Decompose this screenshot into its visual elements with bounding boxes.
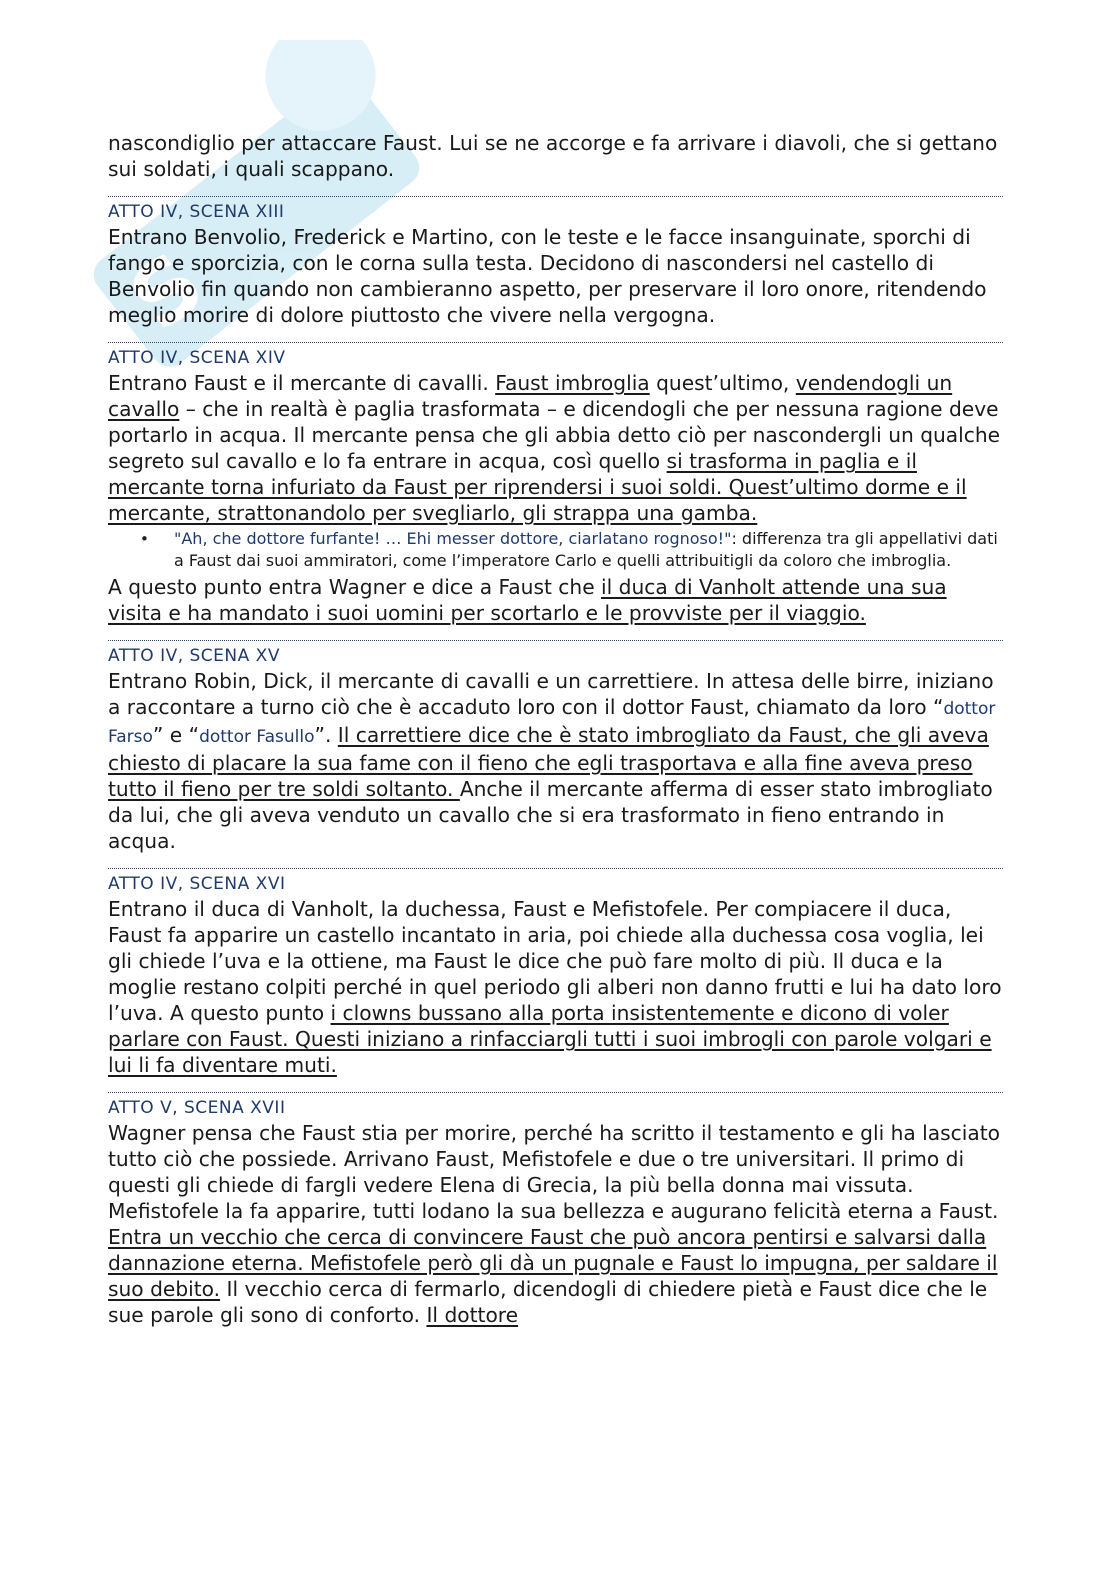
text-run: Entrano Faust e il mercante di cavalli. — [108, 371, 496, 395]
underlined-text: i clowns bussano alla porta insistentemente e dicono di voler parlare con Faust. Questi iniziano a rinfacciargli tutti i suoi imbrogli con parole volgari e lui li fa diventare muti. — [108, 1001, 992, 1077]
section-paragraph — [108, 370, 1003, 526]
underlined-text: vendendogli un cavallo — [108, 371, 953, 421]
text-run: Il vecchio cerca di fermarlo, dicendogli di chiedere pietà e Faust dice che le sue parole gli sono di conforto. — [108, 1277, 988, 1327]
section-scene-13 — [108, 196, 1003, 328]
quote-text: "Ah, che dottore furfante! … Ehi messer dottore, ciarlatano rognoso!" — [174, 529, 732, 548]
section-heading: ATTO IV, SCENA XIV — [108, 348, 286, 368]
underlined-text: si trasforma in paglia e il mercante torna infuriato da Faust per riprendersi i suoi soldi. Quest’ultimo dorme e il mercante, strattonandolo per svegliarlo, gli strappa una gamba. — [108, 449, 967, 525]
bullet-icon: • — [140, 530, 149, 548]
quote-text: dottor Farso — [108, 699, 996, 747]
section-heading: ATTO V, SCENA XVII — [108, 1098, 286, 1118]
bullet-item — [174, 528, 1003, 572]
section-paragraph: Entrano Benvolio, Frederick e Martino, con le teste e le facce insanguinate, sporchi di fango e sporcizia, con le corna sulla testa. Decidono di nascondersi nel castello di Benvolio fin quando non cambieranno aspetto, per preservare il loro onore, ritendendo meglio morire di dolore piuttosto che vivere nella vergogna. — [108, 225, 987, 327]
intro-paragraph: nascondiglio per attaccare Faust. Lui se ne accorge e fa arrivare i diavoli, che si gettano sui soldati, i quali scappano. — [108, 131, 998, 181]
underlined-text: Entra un vecchio che cerca di convincere Faust che può ancora pentirsi e salvarsi dalla dannazione eterna. Mefistofele però gli dà un pugnale e Faust lo impugna, per saldare il suo debito. — [108, 1225, 998, 1301]
section-paragraph — [108, 1224, 1003, 1328]
section-paragraph — [108, 574, 1003, 626]
text-run: ”. — [314, 723, 338, 747]
section-paragraph — [108, 896, 1003, 1078]
text-run: Entrano il duca di Vanholt, la duchessa, Faust e Mefistofele. Per compiacere il duca, Faust fa apparire un castello incantato in aria, poi chiede alla duchessa cosa voglia, lei gli chiede l’uva e la ottiene, ma Faust le dice che può fare molto di più. Il duca e la moglie restano colpiti perché in quel periodo gli alberi non danno frutti e lui ha dato loro l’uva. A questo punto — [108, 897, 1002, 1025]
section-scene-16 — [108, 868, 1003, 1078]
underlined-text: Faust imbroglia — [495, 371, 650, 395]
underlined-text: Il carrettiere dice che è stato imbrogliato da Faust, che gli aveva chiesto di placare la sua fame con il fieno che egli trasportava e alla fine aveva preso tutto il fieno per tre soldi soltanto. — [108, 723, 989, 801]
text-run: – che in realtà è paglia trasformata – e dicendogli che per nessuna ragione deve portarlo in acqua. Il mercante pensa che gli abbia detto ciò per nascondergli un qualche segreto sul cavallo e lo fa entrare in acqua, così quello — [108, 397, 1001, 473]
section-scene-15 — [108, 640, 1003, 854]
section-heading: ATTO IV, SCENA XV — [108, 646, 280, 666]
section-paragraph: Wagner pensa che Faust stia per morire, perché ha scritto il testamento e gli ha lasciato tutto ciò che possiede. Arrivano Faust, Mefistofele e due o tre universitari. Il primo di questi gli chiede di fargli vedere Elena di Grecia, la più bella donna mai vissuta. Mefistofele la fa apparire, tutti lodano la sua bellezza e augurano felicità eterna a Faust. — [108, 1121, 1001, 1223]
bullet-list — [108, 528, 1003, 572]
text-run: Anche il mercante afferma di esser stato imbrogliato da lui, che gli aveva venduto un cavallo che si era trasformato in fieno entrando in acqua. — [108, 777, 993, 853]
document-page — [108, 130, 1003, 1328]
svg-text:S: S — [111, 233, 223, 351]
section-scene-17 — [108, 1092, 1003, 1328]
section-scene-14 — [108, 342, 1003, 626]
text-run: A questo punto entra Wagner e dice a Faust che — [108, 575, 602, 599]
text-run: : differenza tra gli appellativi dati a Faust dai suoi ammiratori, come l’imperatore Carlo e quelli attribuitigli da coloro che imbroglia. — [174, 529, 998, 570]
text-run: ” e “ — [152, 723, 200, 747]
underlined-text: Il dottore — [426, 1303, 519, 1327]
text-run: Entrano Robin, Dick, il mercante di cavalli e un carrettiere. In attesa delle birre, iniziano a raccontare a turno ciò che è accaduto loro con il dottor Faust, chiamato da loro “ — [108, 669, 994, 719]
section-heading: ATTO IV, SCENA XIII — [108, 202, 285, 222]
text-run: quest’ultimo, — [649, 371, 796, 395]
underlined-text: il duca di Vanholt attende una sua visita e ha mandato i suoi uomini per scortarlo e le provviste per il viaggio. — [108, 575, 947, 625]
section-heading: ATTO IV, SCENA XVI — [108, 874, 286, 894]
section-paragraph — [108, 668, 1003, 854]
quote-text: dottor Fasullo — [199, 727, 315, 747]
